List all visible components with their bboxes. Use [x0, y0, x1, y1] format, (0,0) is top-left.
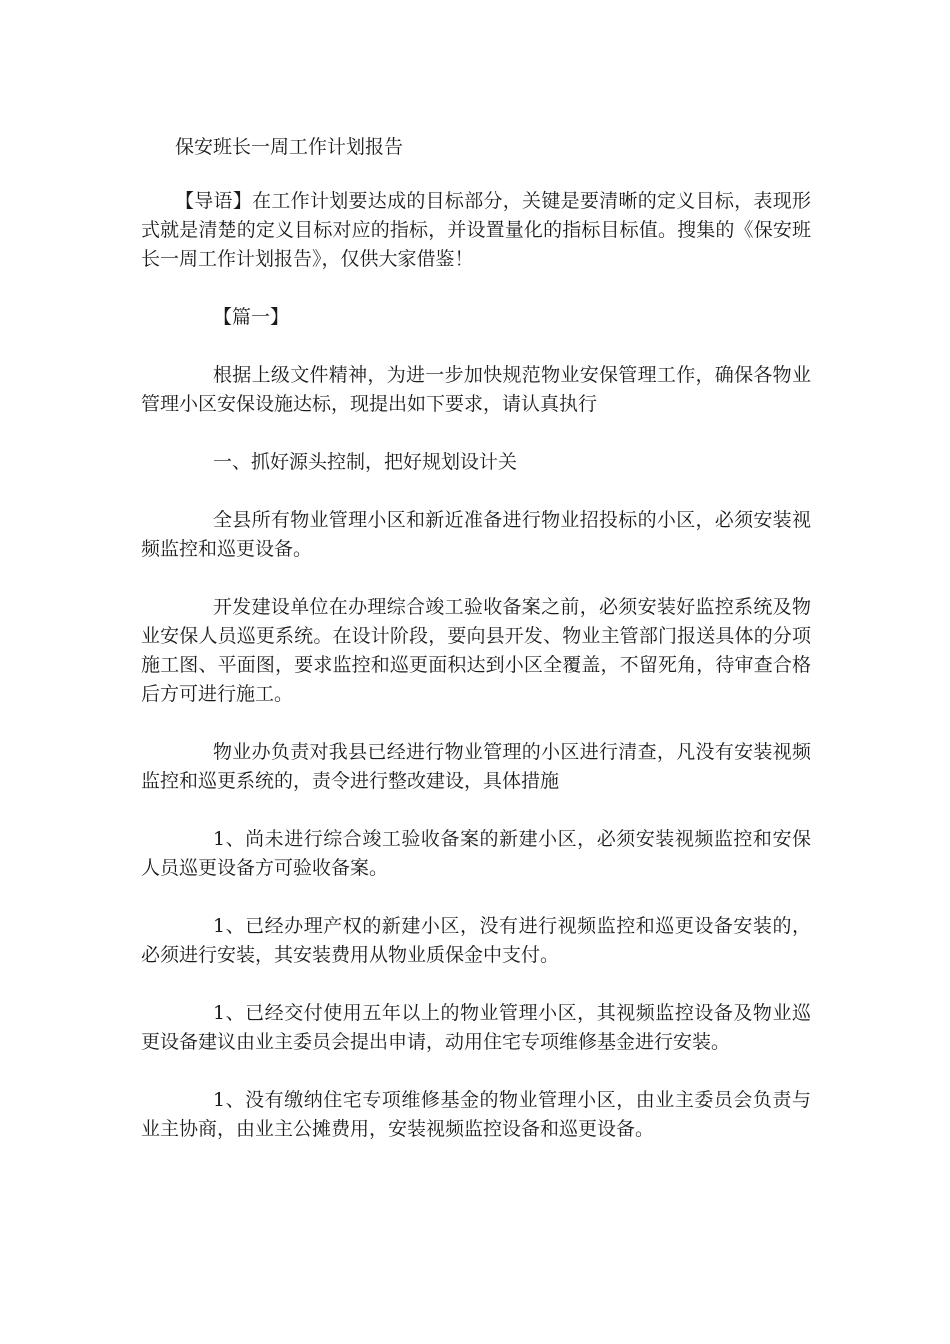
intro-paragraph: 【导语】在工作计划要达成的目标部分，关键是要清晰的定义目标，表现形式就是清楚的定义目标对应的指标，并设置量化的指标目标值。搜集的《保安班长一周工作计划报告》，仅供大家借鉴！ — [141, 190, 811, 270]
section-label: 【篇一】 — [213, 306, 290, 328]
paragraph-3: 开发建设单位在办理综合竣工验收备案之前，必须安装好监控系统及物业安保人员巡更系统。在设计阶段，要向县开发、物业主管部门报送具体的分项施工图、平面图，要求监控和巡更面积达到小区全覆盖，不留死角，待审查合格后方可进行施工。 — [141, 596, 811, 705]
document-title: 保安班长一周工作计划报告 — [175, 136, 404, 158]
list-item-3: 1、已经交付使用五年以上的物业管理小区，其视频监控设备及物业巡更设备建议由业主委员会提出申请，动用住宅专项维修基金进行安装。 — [141, 1002, 811, 1053]
paragraph-2: 全县所有物业管理小区和新近准备进行物业招投标的小区，必须安装视频监控和巡更设备。 — [141, 509, 811, 560]
list-item-2: 1、已经办理产权的新建小区，没有进行视频监控和巡更设备安装的，必须进行安装，其安装费用从物业质保金中支付。 — [141, 915, 811, 966]
list-item-4: 1、没有缴纳住宅专项维修基金的物业管理小区，由业主委员会负责与业主协商，由业主公摊费用，安装视频监控设备和巡更设备。 — [141, 1089, 811, 1140]
list-item-1: 1、尚未进行综合竣工验收备案的新建小区，必须安装视频监控和安保人员巡更设备方可验收备案。 — [141, 828, 811, 879]
document-body — [141, 133, 811, 1144]
paragraph-4: 物业办负责对我县已经进行物业管理的小区进行清查，凡没有安装视频监控和巡更系统的，责令进行整改建设，具体措施 — [141, 741, 811, 792]
paragraph-1: 根据上级文件精神，为进一步加快规范物业安保管理工作，确保各物业管理小区安保设施达标，现提出如下要求，请认真执行 — [141, 364, 811, 415]
heading-1: 一、抓好源头控制，把好规划设计关 — [213, 451, 518, 473]
